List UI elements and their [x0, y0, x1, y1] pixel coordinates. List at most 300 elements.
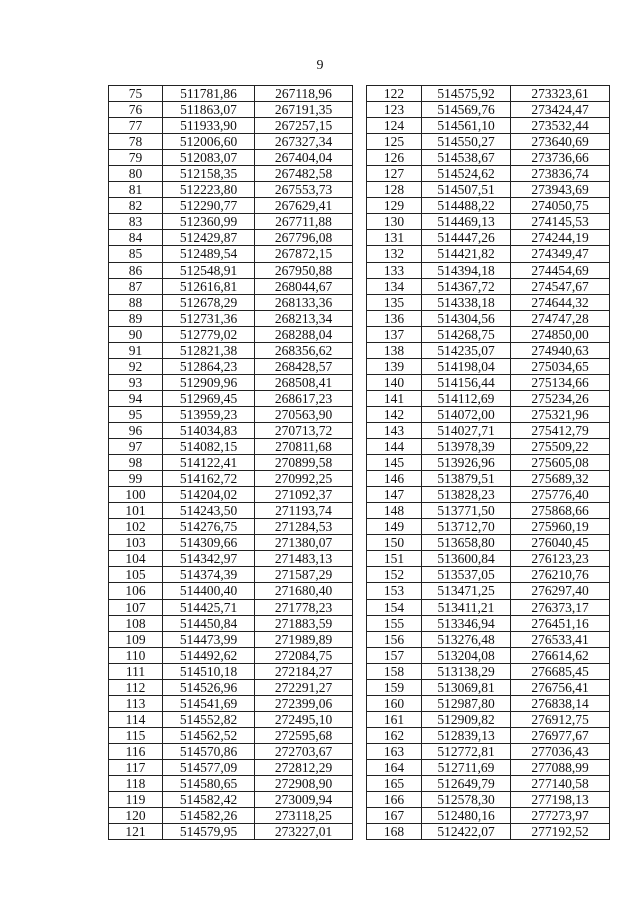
y-coordinate-cell: 267404,04 [255, 150, 353, 166]
x-coordinate-cell: 512489,54 [163, 246, 255, 262]
x-coordinate-cell: 514579,95 [163, 824, 255, 840]
x-coordinate-cell: 514156,44 [422, 374, 511, 390]
point-number-cell: 131 [367, 230, 422, 246]
y-coordinate-cell: 275776,40 [511, 487, 610, 503]
x-coordinate-cell: 513069,81 [422, 679, 511, 695]
x-coordinate-cell: 514276,75 [163, 519, 255, 535]
y-coordinate-cell: 275412,79 [511, 422, 610, 438]
x-coordinate-cell: 512223,80 [163, 182, 255, 198]
x-coordinate-cell: 514561,10 [422, 118, 511, 134]
point-number-cell: 89 [109, 310, 163, 326]
x-coordinate-cell: 514562,52 [163, 727, 255, 743]
point-number-cell: 152 [367, 567, 422, 583]
x-coordinate-cell: 513204,08 [422, 647, 511, 663]
point-number-cell: 153 [367, 583, 422, 599]
y-coordinate-cell: 274454,69 [511, 262, 610, 278]
x-coordinate-cell: 514577,09 [163, 759, 255, 775]
y-coordinate-cell: 273009,94 [255, 792, 353, 808]
point-number-cell: 143 [367, 422, 422, 438]
table-row [367, 519, 610, 535]
x-coordinate-cell: 513879,51 [422, 471, 511, 487]
y-coordinate-cell: 275034,65 [511, 358, 610, 374]
table-row [109, 519, 353, 535]
y-coordinate-cell: 276912,75 [511, 711, 610, 727]
point-number-cell: 133 [367, 262, 422, 278]
x-coordinate-cell: 513471,25 [422, 583, 511, 599]
y-coordinate-cell: 274850,00 [511, 326, 610, 342]
table-row [109, 583, 353, 599]
point-number-cell: 108 [109, 615, 163, 631]
table-row [109, 711, 353, 727]
table-row [367, 615, 610, 631]
point-number-cell: 141 [367, 390, 422, 406]
point-number-cell: 132 [367, 246, 422, 262]
point-number-cell: 103 [109, 535, 163, 551]
table-row [109, 743, 353, 759]
table-row [367, 134, 610, 150]
y-coordinate-cell: 276614,62 [511, 647, 610, 663]
x-coordinate-cell: 512006,60 [163, 134, 255, 150]
table-row [367, 406, 610, 422]
x-coordinate-cell: 514204,02 [163, 487, 255, 503]
table-row [367, 631, 610, 647]
x-coordinate-cell: 514268,75 [422, 326, 511, 342]
table-row [367, 198, 610, 214]
y-coordinate-cell: 267796,08 [255, 230, 353, 246]
y-coordinate-cell: 267629,41 [255, 198, 353, 214]
table-row [109, 406, 353, 422]
x-coordinate-cell: 514304,56 [422, 310, 511, 326]
table-row [367, 118, 610, 134]
x-coordinate-cell: 513978,39 [422, 439, 511, 455]
x-coordinate-cell: 514469,13 [422, 214, 511, 230]
y-coordinate-cell: 267118,96 [255, 86, 353, 102]
x-coordinate-cell: 514342,97 [163, 551, 255, 567]
y-coordinate-cell: 267711,88 [255, 214, 353, 230]
y-coordinate-cell: 274244,19 [511, 230, 610, 246]
point-number-cell: 135 [367, 294, 422, 310]
x-coordinate-cell: 514582,42 [163, 792, 255, 808]
y-coordinate-cell: 270899,58 [255, 455, 353, 471]
y-coordinate-cell: 271587,29 [255, 567, 353, 583]
point-number-cell: 110 [109, 647, 163, 663]
point-number-cell: 97 [109, 439, 163, 455]
table-row [109, 776, 353, 792]
table-row [367, 86, 610, 102]
x-coordinate-cell: 512616,81 [163, 278, 255, 294]
table-row [367, 310, 610, 326]
x-coordinate-cell: 512290,77 [163, 198, 255, 214]
point-number-cell: 77 [109, 118, 163, 134]
point-number-cell: 87 [109, 278, 163, 294]
y-coordinate-cell: 276685,45 [511, 663, 610, 679]
y-coordinate-cell: 270713,72 [255, 422, 353, 438]
y-coordinate-cell: 267191,35 [255, 102, 353, 118]
y-coordinate-cell: 275689,32 [511, 471, 610, 487]
point-number-cell: 80 [109, 166, 163, 182]
table-row [109, 230, 353, 246]
x-coordinate-cell: 514235,07 [422, 342, 511, 358]
coordinates-table-left [108, 85, 353, 840]
point-number-cell: 114 [109, 711, 163, 727]
y-coordinate-cell: 273736,66 [511, 150, 610, 166]
x-coordinate-cell: 511781,86 [163, 86, 255, 102]
table-row [109, 535, 353, 551]
table-row [367, 342, 610, 358]
y-coordinate-cell: 267327,34 [255, 134, 353, 150]
point-number-cell: 164 [367, 759, 422, 775]
y-coordinate-cell: 276533,41 [511, 631, 610, 647]
x-coordinate-cell: 514538,67 [422, 150, 511, 166]
y-coordinate-cell: 276040,45 [511, 535, 610, 551]
y-coordinate-cell: 276838,14 [511, 695, 610, 711]
table-row [109, 567, 353, 583]
point-number-cell: 91 [109, 342, 163, 358]
y-coordinate-cell: 271193,74 [255, 503, 353, 519]
table-row [367, 808, 610, 824]
x-coordinate-cell: 514450,84 [163, 615, 255, 631]
x-coordinate-cell: 514569,76 [422, 102, 511, 118]
y-coordinate-cell: 267950,88 [255, 262, 353, 278]
table-row [367, 776, 610, 792]
x-coordinate-cell: 512779,02 [163, 326, 255, 342]
point-number-cell: 146 [367, 471, 422, 487]
y-coordinate-cell: 270992,25 [255, 471, 353, 487]
y-coordinate-cell: 274145,53 [511, 214, 610, 230]
x-coordinate-cell: 512429,87 [163, 230, 255, 246]
x-coordinate-cell: 514072,00 [422, 406, 511, 422]
table-row [109, 824, 353, 840]
point-number-cell: 157 [367, 647, 422, 663]
point-number-cell: 127 [367, 166, 422, 182]
point-number-cell: 111 [109, 663, 163, 679]
table-row [367, 422, 610, 438]
y-coordinate-cell: 271092,37 [255, 487, 353, 503]
point-number-cell: 115 [109, 727, 163, 743]
y-coordinate-cell: 276756,41 [511, 679, 610, 695]
point-number-cell: 145 [367, 455, 422, 471]
table-row [109, 631, 353, 647]
coordinates-table-right [366, 85, 610, 840]
x-coordinate-cell: 514552,82 [163, 711, 255, 727]
x-coordinate-cell: 514162,72 [163, 471, 255, 487]
table-row [109, 102, 353, 118]
y-coordinate-cell: 268508,41 [255, 374, 353, 390]
point-number-cell: 100 [109, 487, 163, 503]
x-coordinate-cell: 514582,26 [163, 808, 255, 824]
point-number-cell: 151 [367, 551, 422, 567]
table-row [109, 455, 353, 471]
table-row [367, 711, 610, 727]
y-coordinate-cell: 268288,04 [255, 326, 353, 342]
point-number-cell: 124 [367, 118, 422, 134]
y-coordinate-cell: 272291,27 [255, 679, 353, 695]
y-coordinate-cell: 275509,22 [511, 439, 610, 455]
y-coordinate-cell: 274747,28 [511, 310, 610, 326]
point-number-cell: 136 [367, 310, 422, 326]
point-number-cell: 120 [109, 808, 163, 824]
x-coordinate-cell: 512548,91 [163, 262, 255, 278]
table-row [109, 808, 353, 824]
y-coordinate-cell: 268133,36 [255, 294, 353, 310]
table-body [109, 86, 353, 840]
point-number-cell: 95 [109, 406, 163, 422]
x-coordinate-cell: 513138,29 [422, 663, 511, 679]
point-number-cell: 165 [367, 776, 422, 792]
x-coordinate-cell: 513600,84 [422, 551, 511, 567]
point-number-cell: 109 [109, 631, 163, 647]
x-coordinate-cell: 512864,23 [163, 358, 255, 374]
y-coordinate-cell: 272184,27 [255, 663, 353, 679]
table-row [109, 182, 353, 198]
table-row [109, 487, 353, 503]
x-coordinate-cell: 514425,71 [163, 599, 255, 615]
x-coordinate-cell: 513276,48 [422, 631, 511, 647]
table-row [367, 246, 610, 262]
x-coordinate-cell: 514082,15 [163, 439, 255, 455]
point-number-cell: 90 [109, 326, 163, 342]
point-number-cell: 78 [109, 134, 163, 150]
table-row [109, 374, 353, 390]
x-coordinate-cell: 514027,71 [422, 422, 511, 438]
point-number-cell: 156 [367, 631, 422, 647]
table-row [109, 647, 353, 663]
table-row [367, 230, 610, 246]
y-coordinate-cell: 268428,57 [255, 358, 353, 374]
x-coordinate-cell: 514510,18 [163, 663, 255, 679]
table-row [109, 663, 353, 679]
x-coordinate-cell: 514374,39 [163, 567, 255, 583]
x-coordinate-cell: 514034,83 [163, 422, 255, 438]
point-number-cell: 92 [109, 358, 163, 374]
y-coordinate-cell: 276451,16 [511, 615, 610, 631]
x-coordinate-cell: 514400,40 [163, 583, 255, 599]
y-coordinate-cell: 276297,40 [511, 583, 610, 599]
y-coordinate-cell: 272399,06 [255, 695, 353, 711]
table-row [367, 455, 610, 471]
y-coordinate-cell: 273323,61 [511, 86, 610, 102]
y-coordinate-cell: 271680,40 [255, 583, 353, 599]
table-row [367, 471, 610, 487]
table-row [367, 374, 610, 390]
y-coordinate-cell: 272595,68 [255, 727, 353, 743]
x-coordinate-cell: 512909,96 [163, 374, 255, 390]
y-coordinate-cell: 272703,67 [255, 743, 353, 759]
point-number-cell: 122 [367, 86, 422, 102]
table-row [367, 679, 610, 695]
x-coordinate-cell: 512772,81 [422, 743, 511, 759]
x-coordinate-cell: 512839,13 [422, 727, 511, 743]
y-coordinate-cell: 268356,62 [255, 342, 353, 358]
point-number-cell: 158 [367, 663, 422, 679]
x-coordinate-cell: 514580,65 [163, 776, 255, 792]
y-coordinate-cell: 271483,13 [255, 551, 353, 567]
x-coordinate-cell: 514447,26 [422, 230, 511, 246]
y-coordinate-cell: 268617,23 [255, 390, 353, 406]
table-row [367, 294, 610, 310]
point-number-cell: 79 [109, 150, 163, 166]
y-coordinate-cell: 268044,67 [255, 278, 353, 294]
y-coordinate-cell: 272908,90 [255, 776, 353, 792]
point-number-cell: 162 [367, 727, 422, 743]
y-coordinate-cell: 270811,68 [255, 439, 353, 455]
y-coordinate-cell: 271989,89 [255, 631, 353, 647]
table-row [367, 551, 610, 567]
table-row [109, 759, 353, 775]
point-number-cell: 139 [367, 358, 422, 374]
table-row [367, 182, 610, 198]
x-coordinate-cell: 513926,96 [422, 455, 511, 471]
table-row [367, 326, 610, 342]
table-row [109, 326, 353, 342]
x-coordinate-cell: 514492,62 [163, 647, 255, 663]
point-number-cell: 134 [367, 278, 422, 294]
x-coordinate-cell: 514550,27 [422, 134, 511, 150]
table-row [109, 439, 353, 455]
x-coordinate-cell: 512578,30 [422, 792, 511, 808]
x-coordinate-cell: 512422,07 [422, 824, 511, 840]
x-coordinate-cell: 514309,66 [163, 535, 255, 551]
page-number: 9 [316, 58, 324, 73]
point-number-cell: 82 [109, 198, 163, 214]
table-row [109, 166, 353, 182]
table-row [367, 390, 610, 406]
point-number-cell: 88 [109, 294, 163, 310]
y-coordinate-cell: 273424,47 [511, 102, 610, 118]
y-coordinate-cell: 272084,75 [255, 647, 353, 663]
point-number-cell: 160 [367, 695, 422, 711]
y-coordinate-cell: 273532,44 [511, 118, 610, 134]
point-number-cell: 161 [367, 711, 422, 727]
y-coordinate-cell: 277198,13 [511, 792, 610, 808]
point-number-cell: 128 [367, 182, 422, 198]
table-row [367, 278, 610, 294]
x-coordinate-cell: 511863,07 [163, 102, 255, 118]
point-number-cell: 163 [367, 743, 422, 759]
y-coordinate-cell: 275234,26 [511, 390, 610, 406]
point-number-cell: 137 [367, 326, 422, 342]
point-number-cell: 125 [367, 134, 422, 150]
x-coordinate-cell: 512480,16 [422, 808, 511, 824]
y-coordinate-cell: 271883,59 [255, 615, 353, 631]
point-number-cell: 85 [109, 246, 163, 262]
table-row [109, 422, 353, 438]
y-coordinate-cell: 267872,15 [255, 246, 353, 262]
y-coordinate-cell: 271380,07 [255, 535, 353, 551]
table-row [367, 792, 610, 808]
point-number-cell: 98 [109, 455, 163, 471]
table-row [109, 198, 353, 214]
y-coordinate-cell: 268213,34 [255, 310, 353, 326]
point-number-cell: 149 [367, 519, 422, 535]
point-number-cell: 83 [109, 214, 163, 230]
x-coordinate-cell: 514488,22 [422, 198, 511, 214]
point-number-cell: 148 [367, 503, 422, 519]
table-row [109, 358, 353, 374]
point-number-cell: 126 [367, 150, 422, 166]
x-coordinate-cell: 514473,99 [163, 631, 255, 647]
x-coordinate-cell: 514541,69 [163, 695, 255, 711]
point-number-cell: 130 [367, 214, 422, 230]
x-coordinate-cell: 513537,05 [422, 567, 511, 583]
x-coordinate-cell: 512731,36 [163, 310, 255, 326]
table-row [109, 390, 353, 406]
table-row [367, 535, 610, 551]
x-coordinate-cell: 512083,07 [163, 150, 255, 166]
point-number-cell: 102 [109, 519, 163, 535]
point-number-cell: 154 [367, 599, 422, 615]
table-row [367, 439, 610, 455]
point-number-cell: 112 [109, 679, 163, 695]
y-coordinate-cell: 273640,69 [511, 134, 610, 150]
table-row [109, 86, 353, 102]
x-coordinate-cell: 512969,45 [163, 390, 255, 406]
x-coordinate-cell: 514243,50 [163, 503, 255, 519]
table-row [367, 663, 610, 679]
table-row [109, 792, 353, 808]
x-coordinate-cell: 512821,38 [163, 342, 255, 358]
point-number-cell: 106 [109, 583, 163, 599]
table-row [109, 310, 353, 326]
y-coordinate-cell: 274644,32 [511, 294, 610, 310]
table-row [367, 102, 610, 118]
x-coordinate-cell: 514524,62 [422, 166, 511, 182]
point-number-cell: 155 [367, 615, 422, 631]
y-coordinate-cell: 277036,43 [511, 743, 610, 759]
y-coordinate-cell: 267553,73 [255, 182, 353, 198]
x-coordinate-cell: 514112,69 [422, 390, 511, 406]
table-row [367, 599, 610, 615]
x-coordinate-cell: 512158,35 [163, 166, 255, 182]
y-coordinate-cell: 271778,23 [255, 599, 353, 615]
table-row [109, 551, 353, 567]
y-coordinate-cell: 272495,10 [255, 711, 353, 727]
point-number-cell: 159 [367, 679, 422, 695]
x-coordinate-cell: 512678,29 [163, 294, 255, 310]
point-number-cell: 86 [109, 262, 163, 278]
table-row [367, 503, 610, 519]
x-coordinate-cell: 513411,21 [422, 599, 511, 615]
y-coordinate-cell: 272812,29 [255, 759, 353, 775]
point-number-cell: 117 [109, 759, 163, 775]
x-coordinate-cell: 514507,51 [422, 182, 511, 198]
point-number-cell: 101 [109, 503, 163, 519]
point-number-cell: 142 [367, 406, 422, 422]
point-number-cell: 99 [109, 471, 163, 487]
table-row [109, 615, 353, 631]
y-coordinate-cell: 275134,66 [511, 374, 610, 390]
x-coordinate-cell: 514394,18 [422, 262, 511, 278]
table-row [109, 214, 353, 230]
point-number-cell: 113 [109, 695, 163, 711]
x-coordinate-cell: 513959,23 [163, 406, 255, 422]
y-coordinate-cell: 274940,63 [511, 342, 610, 358]
table-row [109, 695, 353, 711]
table-row [109, 118, 353, 134]
y-coordinate-cell: 276123,23 [511, 551, 610, 567]
y-coordinate-cell: 270563,90 [255, 406, 353, 422]
y-coordinate-cell: 275321,96 [511, 406, 610, 422]
point-number-cell: 144 [367, 439, 422, 455]
table-row [367, 150, 610, 166]
x-coordinate-cell: 514338,18 [422, 294, 511, 310]
point-number-cell: 167 [367, 808, 422, 824]
table-row [109, 262, 353, 278]
x-coordinate-cell: 513658,80 [422, 535, 511, 551]
point-number-cell: 105 [109, 567, 163, 583]
table-row [109, 679, 353, 695]
y-coordinate-cell: 274349,47 [511, 246, 610, 262]
